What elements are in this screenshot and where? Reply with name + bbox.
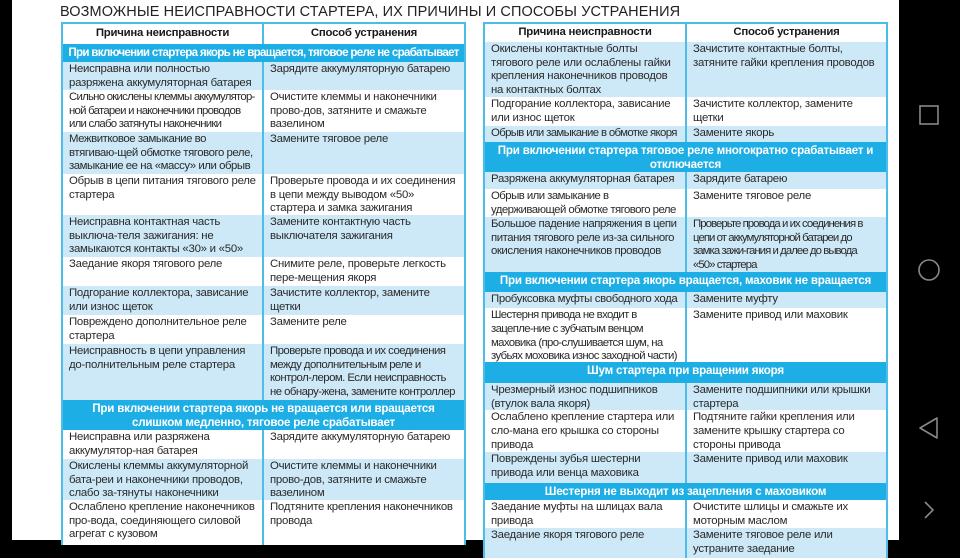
table-row <box>485 500 886 528</box>
home-icon <box>917 258 941 282</box>
fix-cell: Зачистите контактные болты, затяните гайки крепления проводов <box>693 43 875 69</box>
table-row <box>485 172 886 189</box>
cause-cell: Сильно окислены клеммы аккумулятор-ной батареи и наконечники проводов или слабо затянуты наконечники <box>63 90 264 132</box>
fix-cell: Замените тяговое реле <box>270 133 389 145</box>
table-row <box>63 430 464 459</box>
android-nav-bar <box>899 0 960 540</box>
recent-apps-button[interactable] <box>909 95 949 135</box>
fix-cell: Зарядите аккумуляторную батарею <box>270 431 451 443</box>
table-row <box>63 500 464 545</box>
table-row <box>485 528 886 558</box>
table-row <box>63 315 464 344</box>
section-header: Шестерня не выходит из зацепления с маховиком <box>485 483 886 500</box>
fix-cell: Очистите клеммы и наконечники прово-дов, затяните и смажьте вазелином <box>270 91 437 131</box>
cause-cell: Окислены контактные болты тягового реле или ослаблены гайки крепления наконечников проводов на контактных болтах <box>485 42 687 97</box>
fix-cell: Зарядите аккумуляторную батарею <box>270 63 451 75</box>
cause-cell: Обрыв или замыкание в удерживающей обмотке тягового реле <box>485 189 687 217</box>
fix-cell: Снимите реле, проверьте легкость пере-мещения якоря <box>270 258 446 284</box>
fix-cell: Проверьте провода и их соединения в цепи между выводом «50» стартера и замка зажигания <box>270 175 456 215</box>
fix-cell: Замените привод или маховик <box>693 309 848 322</box>
table-row <box>485 189 886 217</box>
table-row <box>485 383 886 410</box>
cause-cell: Шестерня привода не входит в зацепле-ние с зубчатым венцом маховика (про-слушивается шум, на зубьях моховика износ заходной части) <box>485 308 687 362</box>
cause-cell: Повреждены зубья шестерни привода или венца маховика <box>485 452 687 483</box>
table-row <box>485 217 886 272</box>
header-cause: Причина неисправности <box>63 24 264 44</box>
fix-cell: Зарядите батарею <box>693 173 788 185</box>
cause-cell: Пробуксовка муфты свободного хода <box>485 292 687 308</box>
table-row <box>63 132 464 174</box>
cause-cell: Заедание якоря тягового реле <box>485 528 687 558</box>
table-row <box>485 452 886 483</box>
fix-cell: Замените контактную часть выключателя зажигания <box>270 216 411 242</box>
cause-cell: Большое падение напряжения в цепи питания тягового реле из-за сильного окисления наконечников проводов <box>485 217 687 272</box>
fix-cell: Замените тяговое реле <box>693 190 812 202</box>
fix-cell: Очистите клеммы и наконечники прово-дов, затяните и смажьте вазелином <box>270 460 437 500</box>
fix-cell: Зачистите коллектор, замените щетки <box>270 287 430 313</box>
cause-cell: Окислены клеммы аккумуляторной бата-реи и наконечники проводов, слабо за-тянуты наконечники <box>63 459 264 500</box>
table-row <box>63 62 464 90</box>
table-row <box>63 257 464 286</box>
cause-cell: Неисправна или полностью разряжена аккумуляторная батарея <box>63 62 264 90</box>
section-header: При включении стартера якорь вращается, маховик не вращается <box>485 272 886 292</box>
header-fix: Способ устранения <box>733 26 840 38</box>
cause-cell: Чрезмерный износ подшипников (втулок вала якоря) <box>485 383 687 410</box>
table-header <box>63 24 464 44</box>
section-header: При включении стартера якорь не вращается, тяговое реле не срабатывает <box>63 44 464 62</box>
table-row <box>63 286 464 315</box>
fix-cell: Замените якорь <box>693 127 775 139</box>
fix-cell: Замените тяговое реле или устраните заедание <box>693 529 833 555</box>
table-row <box>485 42 886 97</box>
cause-cell: Неисправна контактная часть выключа-теля зажигания: не замыкаются контакты «30» и «50» <box>63 215 264 257</box>
cause-cell: Заедание якоря тягового реле <box>63 257 264 286</box>
recent-apps-icon <box>918 104 940 126</box>
section-header: Шум стартера при вращении якоря <box>485 362 886 383</box>
cause-cell: Межвитковое замыкание во втягиваю-щей обмотке тягового реле, замыкание ее на «массу» или обрыв <box>63 132 264 174</box>
fix-cell: Очистите шлицы и смажьте их моторным маслом <box>693 501 848 527</box>
fix-cell: Замените реле <box>270 316 347 328</box>
header-fix: Способ устранения <box>310 27 418 39</box>
table-row <box>63 215 464 257</box>
cause-cell: Ослаблено крепление наконечников про-вода, соединяющего силовой агрегат с кузовом <box>63 500 264 545</box>
fix-cell: Зачистите коллектор, замените щетки <box>693 98 853 124</box>
cause-cell: Неисправность в цепи управления до-полнительным реле стартера <box>63 344 264 400</box>
fix-cell: Проверьте провода и их соединения в цепи от аккумуляторной батареи до замка зажи-гания и далее до вывода «50» стартера <box>693 218 863 271</box>
table-row <box>63 459 464 500</box>
fix-cell: Замените привод или маховик <box>693 453 848 466</box>
cause-cell: Повреждено дополнительное реле стартера <box>63 315 264 344</box>
table-row <box>485 292 886 308</box>
table-row <box>485 126 886 142</box>
table-row <box>485 410 886 452</box>
table-row <box>63 344 464 400</box>
fix-cell: Проверьте провода и их соединения между дополнительным реле и контрол-лером. Если неисправность не обнару-жена, замените контроллер <box>270 345 455 398</box>
back-button[interactable] <box>909 408 949 448</box>
header-cause: Причина неисправности <box>485 24 687 42</box>
fix-cell: Замените подшипники или крышки стартера <box>693 384 871 410</box>
table-row <box>63 90 464 132</box>
fix-cell: Подтяните крепления наконечников провода <box>270 501 453 527</box>
table-header <box>485 24 886 42</box>
back-icon <box>918 416 940 440</box>
section-header: При включении стартера тяговое реле многократно срабатывает и отключается <box>485 142 886 172</box>
cause-cell: Ослаблено крепление стартера или сло-мана его крышка со стороны привода <box>485 410 687 452</box>
cause-cell: Неисправна или разряжена аккумулятор-ная батарея <box>63 430 264 459</box>
table-row <box>485 308 886 362</box>
cause-cell: Обрыв или замыкание в обмотке якоря <box>485 126 687 142</box>
cause-cell: Разряжена аккумуляторная батарея <box>485 172 687 189</box>
fix-cell: Подтяните гайки крепления или замените крышку стартера со стороны привода <box>693 411 855 451</box>
table-row <box>63 174 464 215</box>
section-header: При включении стартера якорь не вращается или вращается слишком медленно, тяговое реле срабатывает <box>63 400 464 430</box>
table-row <box>485 97 886 126</box>
home-button[interactable] <box>909 250 949 290</box>
faults-table-left <box>61 22 466 545</box>
faults-table-right <box>483 22 888 558</box>
cause-cell: Подгорание коллектора, зависание или износ щеток <box>485 97 687 126</box>
cause-cell: Заедание муфты на шлицах вала привода <box>485 500 687 528</box>
page-title: ВОЗМОЖНЫЕ НЕИСПРАВНОСТИ СТАРТЕРА, ИХ ПРИЧИНЫ И СПОСОБЫ УСТРАНЕНИЯ <box>60 4 681 20</box>
cause-cell: Подгорание коллектора, зависание или износ щеток <box>63 286 264 315</box>
expand-button[interactable] <box>909 490 949 530</box>
document-page <box>12 0 899 555</box>
fix-cell: Замените муфту <box>693 293 778 306</box>
cause-cell: Обрыв в цепи питания тягового реле стартера <box>63 174 264 215</box>
chevron-right-icon <box>922 500 936 520</box>
